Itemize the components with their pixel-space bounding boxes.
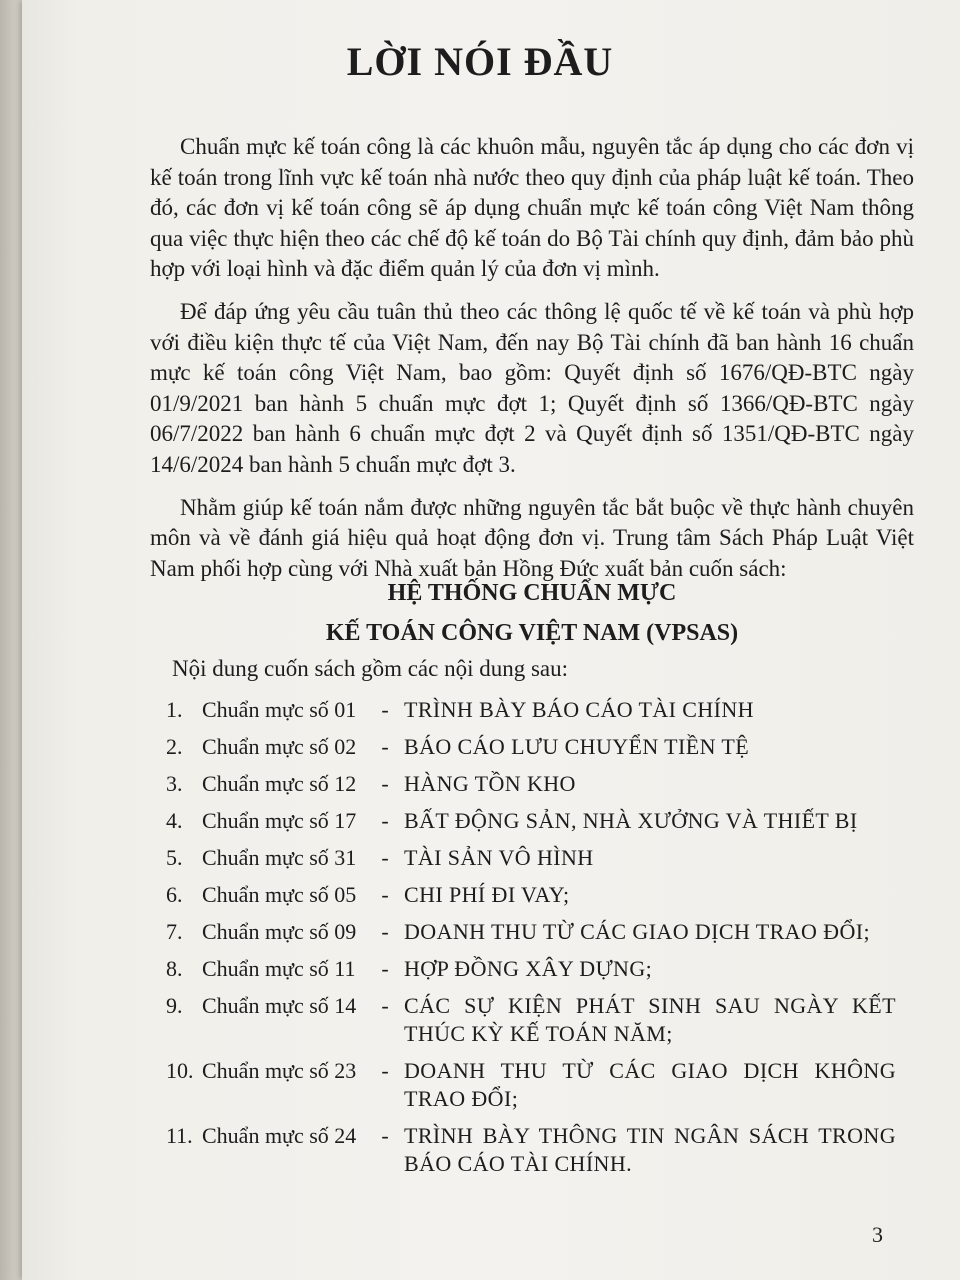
item-name: TÀI SẢN VÔ HÌNH bbox=[404, 845, 594, 870]
list-item bbox=[166, 844, 896, 872]
item-name: BÁO CÁO LƯU CHUYỂN TIỀN TỆ bbox=[404, 734, 750, 759]
item-name: HỢP ĐỒNG XÂY DỰNG; bbox=[404, 956, 653, 981]
paragraph-1: Chuẩn mực kế toán công là các khuôn mẫu, nguyên tắc áp dụng cho các đơn vị kế toán trong lĩnh vực kế toán nhà nước theo quy định của pháp luật kế toán. Theo đó, các đơn vị kế toán công sẽ áp dụng chuẩn mực kế toán công Việt Nam thông qua việc thực hiện theo các chế độ kế toán do Bộ Tài chính quy định, đảm bảo phù hợp với loại hình và đặc điểm quản lý của đơn vị mình. bbox=[150, 134, 914, 282]
item-standard: Chuẩn mực số 05 bbox=[202, 882, 357, 907]
item-dash: - bbox=[381, 919, 389, 944]
list-item bbox=[166, 1057, 896, 1113]
item-name: DOANH THU TỪ CÁC GIAO DỊCH TRAO ĐỔI; bbox=[404, 919, 870, 944]
page-number: 3 bbox=[872, 1222, 883, 1247]
item-number: 5. bbox=[166, 845, 183, 870]
item-dash: - bbox=[381, 734, 389, 759]
item-standard: Chuẩn mực số 11 bbox=[202, 956, 356, 981]
book-title-line-2: KẾ TOÁN CÔNG VIỆT NAM (VPSAS) bbox=[325, 620, 739, 646]
item-name: TRÌNH BÀY THÔNG TIN NGÂN SÁCH TRONG BÁO CÁO TÀI CHÍNH. bbox=[404, 1123, 896, 1176]
item-standard: Chuẩn mực số 24 bbox=[202, 1123, 357, 1148]
item-number: 10. bbox=[166, 1058, 194, 1083]
list-item bbox=[166, 918, 896, 946]
item-standard: Chuẩn mực số 23 bbox=[202, 1058, 357, 1083]
item-name: TRÌNH BÀY BÁO CÁO TÀI CHÍNH bbox=[404, 697, 754, 722]
item-number: 6. bbox=[166, 882, 183, 907]
item-dash: - bbox=[381, 808, 389, 833]
item-standard: Chuẩn mực số 12 bbox=[202, 771, 357, 796]
item-number: 11. bbox=[166, 1123, 193, 1148]
item-name: DOANH THU TỪ CÁC GIAO DỊCH KHÔNG TRAO ĐỔI; bbox=[404, 1058, 896, 1111]
item-standard: Chuẩn mực số 17 bbox=[202, 808, 357, 833]
item-dash: - bbox=[381, 845, 389, 870]
item-name: HÀNG TỒN KHO bbox=[404, 771, 576, 796]
book-title-line-1: HỆ THỐNG CHUẨN MỰC bbox=[387, 580, 677, 606]
item-dash: - bbox=[381, 956, 389, 981]
item-standard: Chuẩn mực số 14 bbox=[202, 993, 357, 1018]
list-item bbox=[166, 807, 896, 835]
item-number: 4. bbox=[166, 808, 183, 833]
book-spine-shadow bbox=[0, 0, 22, 1280]
item-standard: Chuẩn mực số 31 bbox=[202, 845, 357, 870]
item-standard: Chuẩn mực số 01 bbox=[202, 697, 357, 722]
item-number: 9. bbox=[166, 993, 183, 1018]
item-dash: - bbox=[381, 1123, 389, 1148]
item-number: 1. bbox=[166, 697, 183, 722]
list-item bbox=[166, 770, 896, 798]
item-dash: - bbox=[381, 771, 389, 796]
paragraph-2: Để đáp ứng yêu cầu tuân thủ theo các thông lệ quốc tế về kế toán và phù hợp với điều kiện thực tế của Việt Nam, đến nay Bộ Tài chính đã ban hành 16 chuẩn mực kế toán công Việt Nam, bao gồm: Quyết định số 1676/QĐ-BTC ngày 01/9/2021 ban hành 5 chuẩn mực đợt 1; Quyết định số 1366/QĐ-BTC ngày 06/7/2022 ban hành 6 chuẩn mực đợt 2 và Quyết định số 1351/QĐ-BTC ngày 14/6/2024 ban hành 5 chuẩn mực đợt 3. bbox=[150, 298, 914, 477]
item-standard: Chuẩn mực số 02 bbox=[202, 734, 357, 759]
list-item bbox=[166, 1122, 896, 1178]
list-item bbox=[166, 733, 896, 761]
item-dash: - bbox=[381, 882, 389, 907]
item-number: 7. bbox=[166, 919, 183, 944]
list-item bbox=[166, 992, 896, 1048]
standards-list bbox=[166, 696, 896, 1187]
list-item bbox=[166, 881, 896, 909]
contents-intro: Nội dung cuốn sách gồm các nội dung sau: bbox=[172, 656, 569, 681]
item-standard: Chuẩn mực số 09 bbox=[202, 919, 357, 944]
item-name: CÁC SỰ KIỆN PHÁT SINH SAU NGÀY KẾT THÚC KỲ KẾ TOÁN NĂM; bbox=[404, 993, 896, 1046]
item-name: BẤT ĐỘNG SẢN, NHÀ XƯỞNG VÀ THIẾT BỊ bbox=[404, 808, 858, 833]
item-name: CHI PHÍ ĐI VAY; bbox=[404, 882, 570, 907]
list-item bbox=[166, 696, 896, 724]
item-number: 2. bbox=[166, 734, 183, 759]
preface-text bbox=[150, 132, 914, 596]
list-item bbox=[166, 955, 896, 983]
paragraph-3: Nhằm giúp kế toán nắm được những nguyên tắc bắt buộc về thực hành chuyên môn và về đánh giá hiệu quả hoạt động đơn vị. Trung tâm Sách Pháp Luật Việt Nam phối hợp cùng với Nhà xuất bản Hồng Đức xuất bản cuốn sách: bbox=[150, 494, 914, 581]
item-number: 3. bbox=[166, 771, 183, 796]
item-dash: - bbox=[381, 697, 389, 722]
item-number: 8. bbox=[166, 956, 183, 981]
item-dash: - bbox=[381, 1058, 389, 1083]
item-dash: - bbox=[381, 993, 389, 1018]
page-title: LỜI NÓI ĐẦU bbox=[346, 39, 614, 84]
